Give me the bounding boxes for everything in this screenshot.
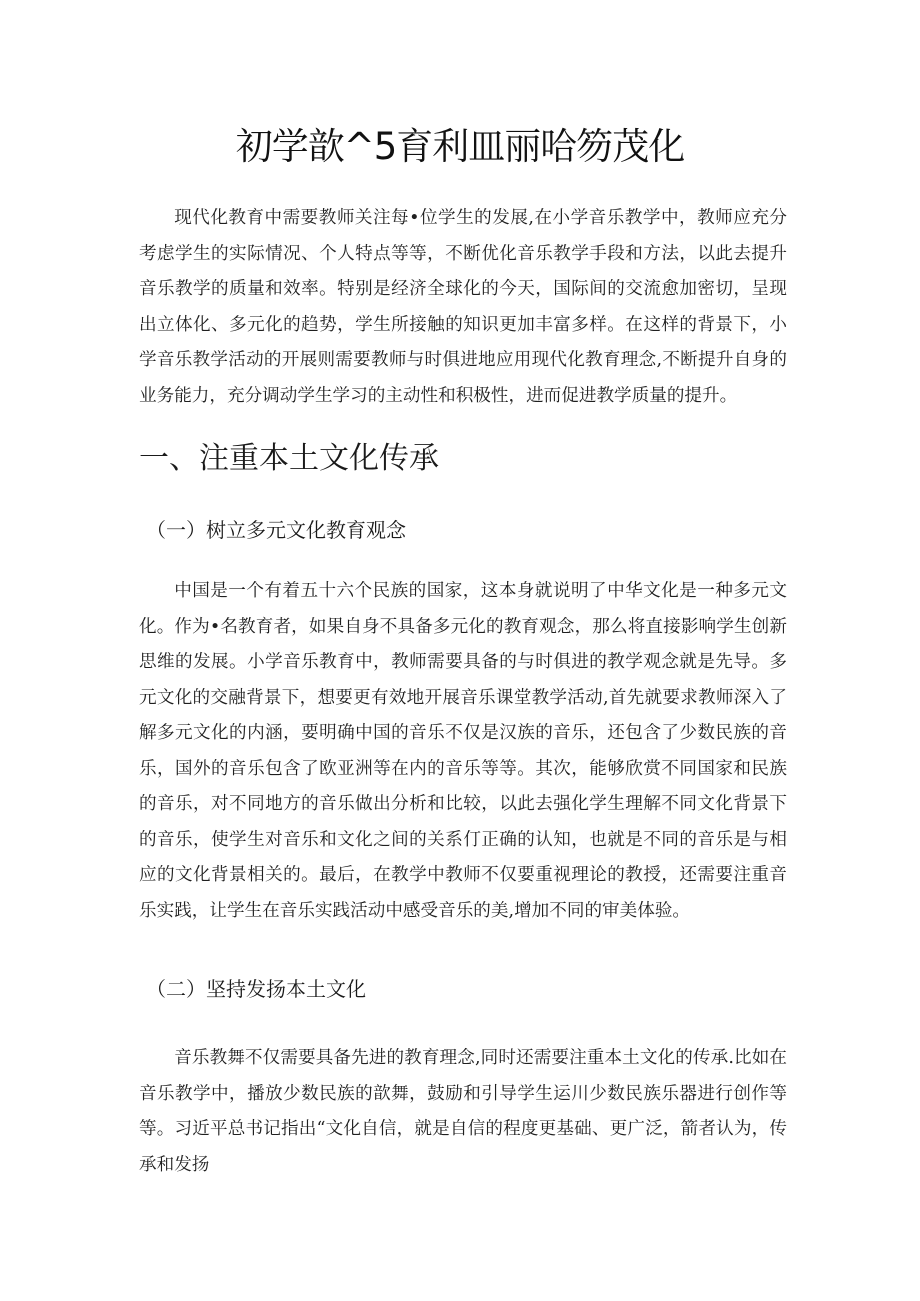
document-title: 初学歆^5育利皿丽哈笏茂化 — [235, 125, 685, 168]
section-heading: 一、注重本土文化传承 — [139, 441, 439, 476]
subsection-1-paragraph: 中国是一个有着五十六个民族的国家，这本身就说明了中华文化是一种多元文化。作为•名教育者，如果自身不具备多元化的教育观念，那么将直接影响学生创新思维的发展。小学音乐教育中，教师需要具备的与时俱进的教学观念就是先导。多元文化的交融背景下，想要更有效地开展音乐课堂教学活动,首先就要求教师深入了解多元文化的内涵，要明确中国的音乐不仅是汉族的音乐，还包含了少数民族的音乐，国外的音乐包含了欧亚洲等在内的音乐等等。其次，能够欣赏不同国家和民族的音乐，对不同地方的音乐做出分析和比较，以此去强化学生理解不同文化背景下的音乐，使学生对音乐和文化之间的关系仃正确的认知，也就是不同的音乐是与相应的文化背景相关的。最后，在教学中教师不仅要重视理论的教授，还需要注重音乐实践，让学生在音乐实践活动中感受音乐的美,增加不同的审美体验。 — [139, 581, 787, 921]
subsection-2-paragraph: 音乐教舞不仅需要具备先进的教育理念,同时还需要注重本土文化的传承.比如在音乐教学中，播放少数民族的歆舞，鼓励和引导学生运川少数民族乐器进行创作等等。习近平总书记指出“文化自信，就是自信的程度更基础、更广泛，箭者认为，传承和发扬 — [139, 1048, 787, 1175]
subsection-heading-1: （一）树立多元文化教育观念 — [146, 518, 406, 542]
subsection-heading-2: （二）坚持发扬本土文化 — [146, 977, 366, 1001]
intro-paragraph: 现代化教育中需要教师关注每•位学生的发展,在小学音乐教学中，教师应充分考虑学生的实际情况、个人特点等等，不断优化音乐教学手段和方法，以此去提升音乐教学的质量和效率。特别是经济全球化的今天，国际间的交流愈加密切，呈现出立体化、多元化的趋势，学生所接触的知识更加丰富多样。在这样的背景下，小学音乐教学活动的开展则需要教师与时俱进地应用现代化教育理念,不断提升自身的业务能力，充分调动学生学习的主动性和积极性，进而促进教学质量的提升。 — [139, 208, 787, 406]
